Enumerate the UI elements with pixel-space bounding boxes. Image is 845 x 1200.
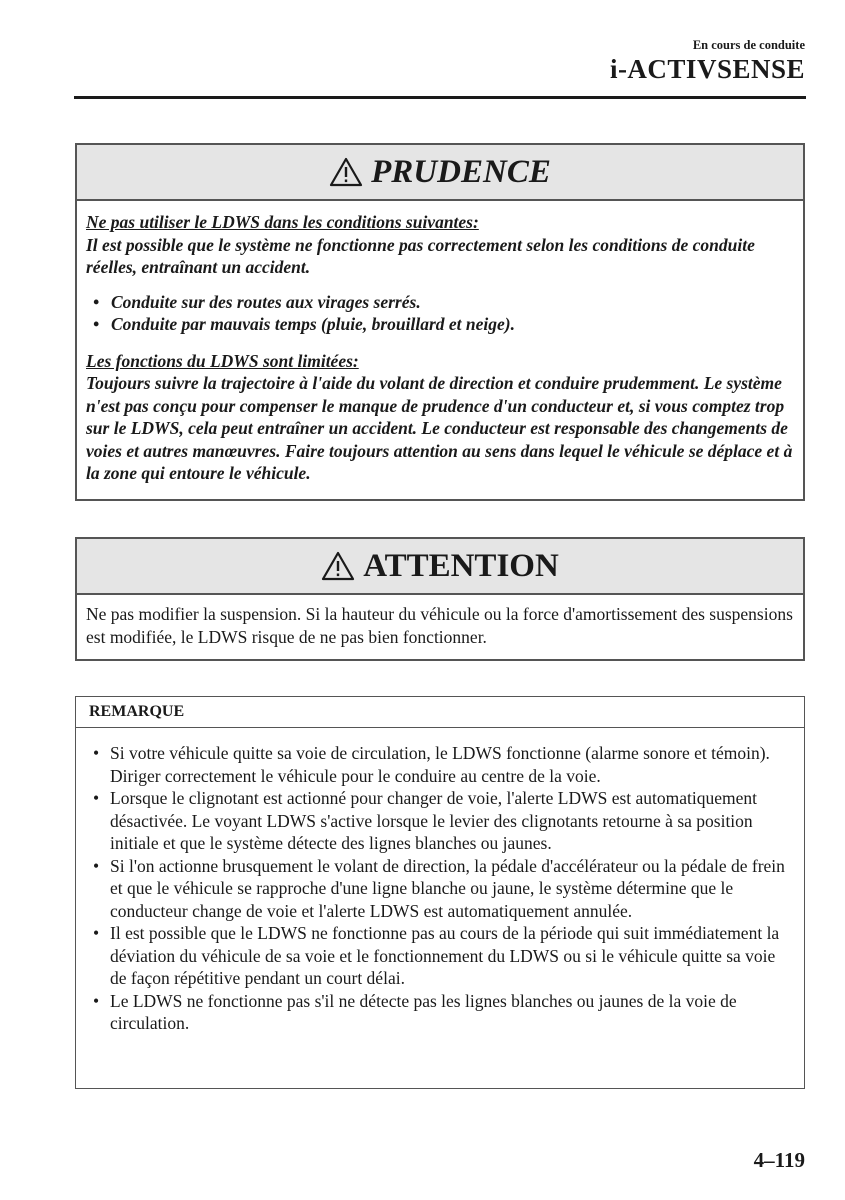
list-item: • Le LDWS ne fonctionne pas s'il ne détecte pas les lignes blanches ou jaunes de la voie de circulation. bbox=[93, 990, 737, 1033]
page-number: 4–119 bbox=[753, 1148, 805, 1172]
list-item-text: Si l'on actionne brusquement le volant de direction, la pédale d'accélérateur ou la pédale de frein et que le véhicule se rapproche d'une ligne blanche ou jaune, le système détermine que le conducteur change de voie et l'alerte LDWS est automatiquement annulée. bbox=[110, 855, 785, 921]
list-item: • Lorsque le clignotant est actionné pour changer de voie, l'alerte LDWS est automatiquement désactivée. Le voyant LDWS s'active lorsque le levier des clignotants retourne à sa position initiale et que le système détecte des lignes blanches ou jaunes. bbox=[93, 788, 758, 853]
remarque-bullet-list bbox=[86, 742, 796, 1035]
section-label: En cours de conduite bbox=[692, 38, 805, 52]
list-item: • Si votre véhicule quitte sa voie de circulation, le LDWS fonctionne (alarme sonore et témoin). Diriger correctement le véhicule pour le conduire au centre de la voie. bbox=[93, 743, 770, 786]
list-item-text: Conduite par mauvais temps (pluie, brouillard et neige). bbox=[111, 314, 515, 334]
list-item-text: Le LDWS ne fonctionne pas s'il ne détecte pas les lignes blanches ou jaunes de la voie de circulation. bbox=[110, 990, 737, 1033]
attention-body bbox=[77, 595, 803, 658]
list-item: • Conduite sur des routes aux virages serrés. bbox=[93, 291, 421, 312]
remarque-heading: REMARQUE bbox=[76, 697, 804, 728]
remarque-box bbox=[75, 696, 805, 1089]
prudence-block1-title: Ne pas utiliser le LDWS dans les conditions suivantes: bbox=[86, 212, 479, 232]
page-title: i-ACTIVSENSE bbox=[609, 54, 805, 84]
prudence-body bbox=[77, 201, 803, 495]
header-divider bbox=[74, 96, 806, 99]
prudence-block1-text: Il est possible que le système ne fonctionne pas correctement selon les conditions de conduite réelles, entraînant un accident. bbox=[86, 234, 755, 277]
list-item: • Si l'on actionne brusquement le volant de direction, la pédale d'accélérateur ou la pédale de frein et que le véhicule se rapproche d'une ligne blanche ou jaune, le système détermine que le conducteur change de voie et l'alerte LDWS est automatiquement annulée. bbox=[93, 855, 785, 921]
list-item: • Conduite par mauvais temps (pluie, brouillard et neige). bbox=[93, 314, 515, 334]
attention-heading: ATTENTION bbox=[363, 547, 559, 584]
warning-triangle-icon bbox=[329, 157, 363, 187]
warning-triangle-icon bbox=[321, 551, 355, 581]
attention-header bbox=[77, 539, 803, 595]
prudence-header bbox=[77, 145, 803, 201]
list-item-text: Si votre véhicule quitte sa voie de circulation, le LDWS fonctionne (alarme sonore et témoin). Diriger correctement le véhicule pour le conduire au centre de la voie. bbox=[110, 743, 770, 786]
list-item-text: Il est possible que le LDWS ne fonctionne pas au cours de la période qui suit immédiatement la déviation du véhicule de sa voie et le fonctionnement du LDWS ou si le véhicule quitte sa voie de façon répétitive pendant un court délai. bbox=[110, 923, 780, 988]
remarque-body bbox=[76, 728, 804, 1045]
list-item-text: Lorsque le clignotant est actionné pour changer de voie, l'alerte LDWS est automatiquement désactivée. Le voyant LDWS s'active lorsque le levier des clignotants retourne à sa position initiale et que le système détecte des lignes blanches ou jaunes. bbox=[110, 788, 758, 853]
attention-text: Ne pas modifier la suspension. Si la hauteur du véhicule ou la force d'amortissement des suspensions est modifiée, le LDWS risque de ne pas bien fonctionner. bbox=[86, 604, 793, 647]
list-item-text: Conduite sur des routes aux virages serrés. bbox=[111, 291, 421, 312]
prudence-bullet-list bbox=[86, 291, 795, 336]
prudence-box bbox=[75, 143, 805, 501]
prudence-block2-title: Les fonctions du LDWS sont limitées: bbox=[86, 350, 359, 371]
prudence-block2-text: Toujours suivre la trajectoire à l'aide du volant de direction et conduire prudemment. Le système n'est pas conçu pour compenser le manque de prudence d'un conducteur et, si vous comptez trop sur le LDWS, cela peut entraîner un accident. Le conducteur est responsable des changements de voies et autres manœuvres. Faire toujours attention au sens dans lequel le véhicule se déplace et à la zone qui entoure le véhicule. bbox=[86, 373, 793, 483]
list-item: • Il est possible que le LDWS ne fonctionne pas au cours de la période qui suit immédiatement la déviation du véhicule de sa voie et le fonctionnement du LDWS ou si le véhicule quitte sa voie de façon répétitive pendant un court délai. bbox=[93, 923, 780, 988]
attention-box bbox=[75, 537, 805, 661]
prudence-heading: PRUDENCE bbox=[371, 153, 551, 190]
